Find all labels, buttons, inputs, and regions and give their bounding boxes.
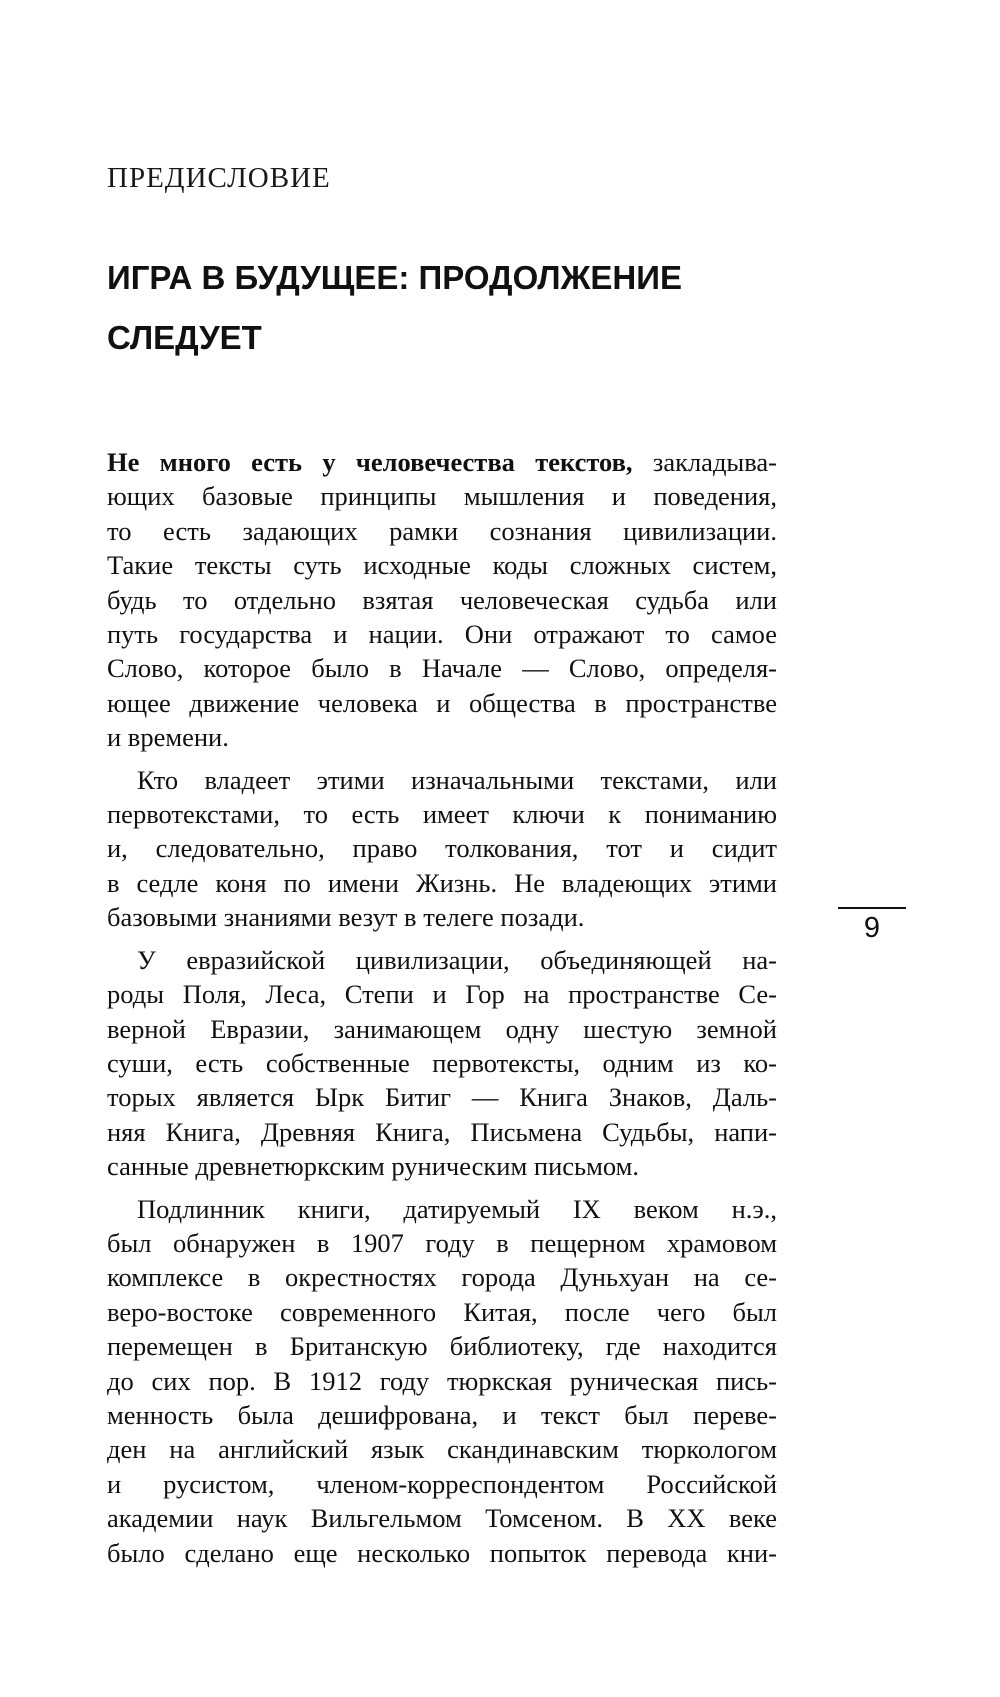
section-label: ПРЕДИСЛОВИЕ — [107, 162, 331, 194]
text-line: был обнаружен в 1907 году в пещерном храмовом — [107, 1227, 777, 1258]
text-line: первотекстами, то есть имеет ключи к пониманию — [107, 799, 777, 830]
text-line: няя Книга, Древняя Книга, Письмена Судьбы, напи- — [107, 1116, 777, 1147]
paragraph — [107, 763, 777, 935]
text-line — [107, 445, 777, 479]
text-line: Кто владеет этими изначальными текстами, или — [137, 764, 777, 795]
text-fragment: закладыва- — [632, 447, 777, 477]
text-line: в седле коня по имени Жизнь. Не владеющих этими — [107, 867, 777, 898]
chapter-title — [107, 248, 827, 368]
text-line: перемещен в Британскую библиотеку, где находится — [107, 1331, 777, 1362]
page-number-rule — [838, 907, 906, 909]
text-line: менность была дешифрована, и текст был переве- — [107, 1399, 777, 1430]
text-line: ден на английский язык скандинавским тюркологом — [107, 1434, 777, 1465]
text-line: торых является Ырк Битиг — Книга Знаков, Даль- — [107, 1082, 777, 1113]
page-number: 9 — [863, 912, 881, 944]
text-line: комплексе в окрестностях города Дуньхуан на се- — [107, 1262, 777, 1293]
text-line: ющих базовые принципы мышления и поведения, — [107, 481, 777, 512]
text-line: академии наук Вильгельмом Томсеном. В XX веке — [107, 1503, 777, 1534]
text-line: и времени. — [107, 722, 229, 753]
text-line: роды Поля, Леса, Степи и Гор на пространстве Се- — [107, 979, 777, 1010]
chapter-title-line: СЛЕДУЕТ — [107, 319, 262, 356]
text-line: до сих пор. В 1912 году тюркская руническая пись- — [107, 1365, 777, 1396]
text-line: ющее движение человека и общества в пространстве — [107, 687, 777, 718]
paragraph — [107, 943, 777, 1184]
text-line: суши, есть собственные первотексты, одним из ко- — [107, 1047, 777, 1078]
chapter-title-line: ИГРА В БУДУЩЕЕ: ПРОДОЛЖЕНИЕ — [107, 259, 682, 296]
lead-phrase: Не много есть у человечества текстов, — [107, 447, 633, 477]
text-line: санные древнетюркским руническим письмом. — [107, 1151, 640, 1182]
paragraph — [107, 445, 777, 755]
text-line: путь государства и нации. Они отражают то самое — [107, 619, 777, 650]
text-line: базовыми знаниями везут в телеге позади. — [107, 902, 585, 933]
text-line: веро-востоке современного Китая, после чего был — [107, 1296, 777, 1327]
text-line: Такие тексты суть исходные коды сложных систем, — [107, 550, 777, 581]
text-line: будь то отдельно взятая человеческая судьба или — [107, 584, 777, 615]
text-line: верной Евразии, занимающем одну шестую земной — [107, 1013, 777, 1044]
text-line: У евразийской цивилизации, объединяющей на- — [137, 944, 777, 975]
text-line: и, следовательно, право толкования, тот и сидит — [107, 833, 777, 864]
text-line: Слово, которое было в Начале — Слово, определя- — [107, 653, 777, 684]
text-line: то есть задающих рамки сознания цивилизации. — [107, 515, 777, 546]
body-text — [107, 445, 777, 1578]
text-line: Подлинник книги, датируемый IX веком н.э., — [137, 1193, 777, 1224]
text-line: и русистом, членом-корреспондентом Российской — [107, 1468, 777, 1499]
paragraph — [107, 1192, 777, 1570]
text-line: было сделано еще несколько попыток перевода кни- — [107, 1537, 777, 1568]
